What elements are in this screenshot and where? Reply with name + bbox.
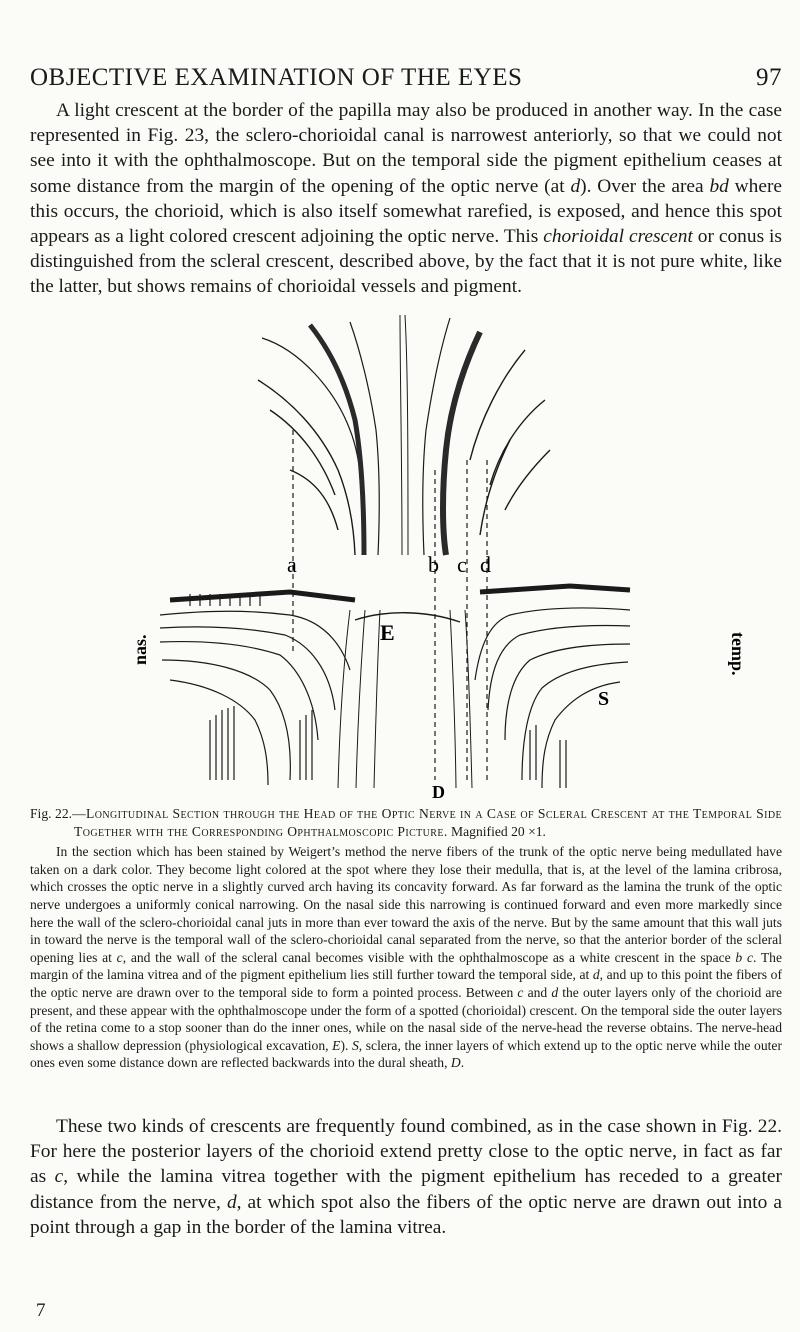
text-run: , and the wall of the scleral canal becomes visible with the ophthalmoscope as a white crescent in the space [122,949,736,965]
text-run: ). Over the area [580,175,710,197]
italic-letter: d [570,175,581,197]
paragraph [30,98,782,300]
caption-fig-number: Fig. 22. [30,806,73,821]
cribrosa-hatching [190,594,566,788]
italic-letter: c [54,1166,64,1188]
page-number: 97 [756,64,782,91]
text-run: or conus is distinguished from the scleral crescent, described above, by the fact that it is not pure white, like the latter, but shows remains of chorioidal vessels and pigment. [30,226,782,298]
text-run: , while the lamina vitrea together with the pigment epithelium has receded to a greater distance from the nerve, [30,1166,782,1213]
text-run: These two kinds of crescents are frequently found combined, as in the case shown in Fig. 22. For here the posterior layers of the chorioid extend pretty close to the optic nerve, in fact as far as [30,1116,782,1188]
text-run: A light crescent at the border of the papilla may also be produced in another way. In the case represented in Fig. 23, the sclero-chorioidal canal is narrowest anteriorly, so that we could not see into it with the ophthalmoscope. But on the temporal side the pigment epithelium ceases at some distance from the margin of the opening of the optic nerve (at [30,100,782,197]
italic-letter: S [351,1037,359,1053]
italic-term: chorioidal crescent [543,226,693,248]
text-run: , at which spot also the fibers of the optic nerve are drawn out into a point through a gap in the border of the lamina vitrea. [30,1191,782,1238]
text-run: . The margin of the lamina vitrea and of the pigment epithelium lies still further toward the temporal side, at [30,949,782,983]
paragraph [30,1114,782,1240]
label-S: S [598,688,610,710]
italic-letter: d [226,1191,237,1213]
italic-letter: E [332,1037,341,1053]
paragraph-chorioidal-crescent [30,98,782,300]
caption-body [30,843,782,1072]
label-b: b [428,552,439,577]
label-a: a [287,552,297,577]
text-run: where this occurs, the chorioid, which is also itself somewhat rarefied, is exposed, and hence this spot appears as a light colored crescent adjoining the optic nerve. This [30,175,783,248]
italic-letter: D [450,1055,461,1071]
figure-caption [30,805,782,1072]
running-head-title: OBJECTIVE EXAMINATION OF THE EYES [30,64,523,91]
label-temporal: temp. [728,632,748,676]
caption-magnification: Magnified 20 ×1. [447,823,546,839]
text-run: In the section which has been stained by Weigert’s method the nerve fibers of the trunk of the optic nerve being medullated have taken on a dark color. They become light colored at the spot where they lose their medulla, that is, at the level of the lamina cribrosa, which crosses the optic nerve in a slightly curved arch having its concavity forward. As far forward as the lamina the trunk of the optic nerve undergoes a uniformly conical narrowing. On the nasal side this narrowing is continued forward and even more markedly since here the wall of the sclero-chorioidal canal juts in more than ever toward the axis of the nerve. But by the same amount that this wall juts in toward the nerve is the temporal wall of the sclero-chorioidal canal separated from the nerve, so that the anterior border of the scleral opening lies at [30,844,782,965]
signature-mark: 7 [36,1300,46,1321]
text-run: , and up to this point the fibers of the optic nerve are drawn over to the temporal side to form a pointed process. Between [30,967,782,1000]
paragraph-combined-crescents [30,1114,782,1240]
label-E: E [380,620,395,645]
label-nasal: nas. [130,634,150,665]
italic-letter: b c [735,949,753,965]
label-d: d [480,552,491,577]
ophthalmoscopic-picture [258,315,550,555]
text-run: and [523,984,552,1000]
text-run: . [460,1055,465,1071]
italic-letter: d [592,967,600,983]
vertical-guide-lines [293,430,487,780]
figure-optic-nerve-section [130,310,750,802]
label-c: c [457,552,467,577]
running-head [30,64,782,98]
caption-title: —Longitudinal Section through the Head of the Optic Nerve in a Case of Scleral Crescent at the Temporal Side Together with the Corresponding Ophthalmoscopic Picture. [72,806,782,839]
label-D: D [432,782,445,802]
caption-heading [30,805,782,840]
text-run: ). [340,1037,352,1053]
italic-letter: bd [709,175,729,197]
italic-letter: d [551,984,559,1000]
italic-letter: c [517,984,524,1000]
text-run: , sclera, the inner layers of which extend up to the optic nerve while the outer ones even some distance down are reflected backwards into the dural sheath, [30,1037,782,1071]
text-run: the outer layers only of the chorioid are present, and these appear with the ophthalmoscope under the form of a spotted (chorioidal) crescent. On the temporal side the outer layers of the retina come to a stop sooner than do the inner ones, while on the nasal side of the nerve-head the reverse obtains. The nerve-head shows a shallow depression (physiological excavation, [30,984,782,1053]
italic-letter: c [116,949,123,965]
